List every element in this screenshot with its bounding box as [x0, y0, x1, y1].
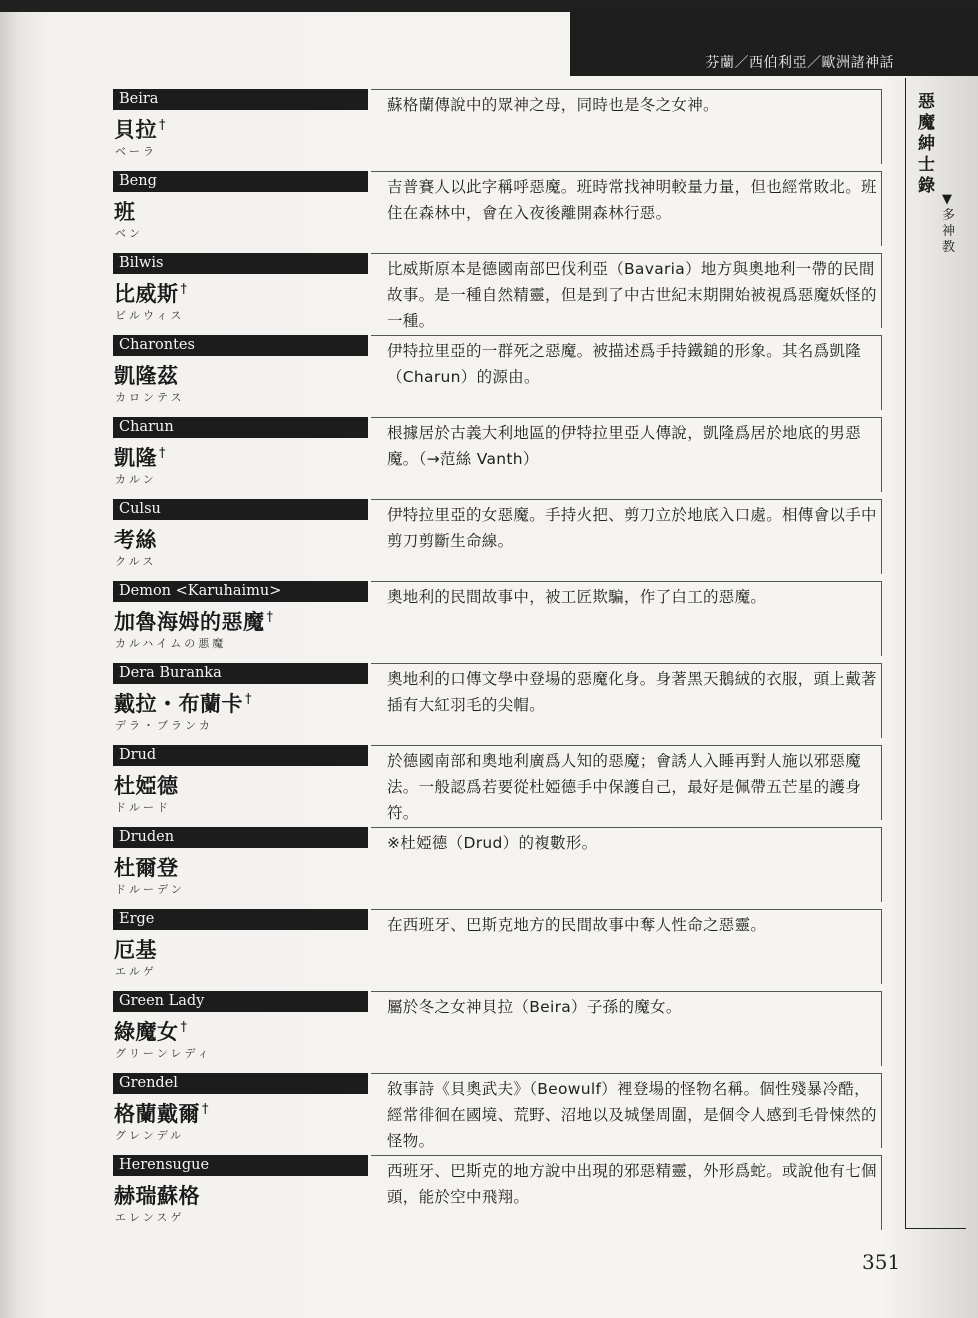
entry-katakana-reading: エレンスゲ: [115, 1211, 185, 1224]
entry-english-name: Charontes: [113, 335, 368, 356]
entry-description: 於德國南部和奧地利廣爲人知的惡魔；會誘人入睡再對人施以邪惡魔法。一般認爲若要從杜婭德手中保護自己，最好是佩帶五芒星的護身符。: [387, 752, 862, 822]
entry: [113, 417, 883, 499]
entry-description-box: [371, 909, 882, 984]
entry-chinese-name: [114, 852, 179, 882]
dagger-mark: †: [180, 1020, 188, 1035]
entry-english-name: Culsu: [113, 499, 368, 520]
entry-description: 西班牙、巴斯克的地方說中出現的邪惡精靈，外形爲蛇。或說他有七個頭，能於空中飛翔。: [387, 1162, 877, 1206]
entry-description: 奧地利的口傳文學中登場的惡魔化身。身著黑天鵝絨的衣服，頭上戴著插有大紅羽毛的尖帽。: [387, 670, 877, 714]
entry-description: ※杜婭德（Drud）的複數形。: [387, 834, 598, 852]
entry-chinese-name-text: 杜婭德: [114, 774, 179, 798]
entry-katakana-reading: グリーンレディ: [115, 1047, 212, 1060]
entry-katakana-reading: グレンデル: [115, 1129, 185, 1142]
entry-chinese-name: [114, 1016, 188, 1046]
entry-description-box: [371, 335, 882, 410]
entry-english-name: Erge: [113, 909, 368, 930]
entry-chinese-name-text: 戴拉・布蘭卡: [114, 692, 243, 716]
page-number: 351: [862, 1250, 901, 1274]
dagger-mark: †: [202, 1102, 209, 1117]
entry-katakana-reading: ビルウィス: [115, 309, 185, 322]
side-tab-subtitle: [942, 192, 958, 256]
entry-description-box: [371, 253, 882, 328]
entry-chinese-name-text: 班: [114, 200, 136, 224]
dagger-mark: †: [266, 610, 274, 625]
entry-chinese-name-text: 加魯海姆的惡魔: [114, 610, 265, 634]
entry-chinese-name-text: 考絲: [114, 528, 157, 552]
entry-description: 吉普賽人以此字稱呼惡魔。班時常找神明較量力量，但也經常敗北。班住在森林中，會在入夜後離開森林行惡。: [387, 178, 877, 222]
entry-chinese-name-text: 凱隆: [114, 446, 157, 470]
entry-chinese-name-text: 格蘭戴爾: [114, 1102, 200, 1126]
entry: [113, 1155, 883, 1237]
entry-katakana-reading: デラ・ブランカ: [115, 719, 213, 732]
side-tab-marker: ▼: [942, 192, 952, 207]
entry: [113, 335, 883, 417]
entry-english-name: Demon <Karuhaimu>: [113, 581, 368, 602]
entry: [113, 499, 883, 581]
entry-description: 在西班牙、巴斯克地方的民間故事中奪人性命之惡靈。: [387, 916, 767, 934]
entry-description-box: [371, 89, 882, 164]
entry-chinese-name: [114, 688, 252, 718]
entry-description-box: [371, 745, 882, 820]
entry-katakana-reading: カルン: [115, 473, 157, 486]
entry-chinese-name-text: 厄基: [114, 938, 157, 962]
entry-chinese-name-text: 赫瑞蘇格: [114, 1184, 200, 1208]
side-tab-title: 惡魔紳士錄: [918, 92, 935, 196]
entry-english-name: Beira: [113, 89, 368, 110]
entry-description: 蘇格蘭傳說中的眾神之母，同時也是冬之女神。: [387, 96, 719, 114]
entry-katakana-reading: ベン: [115, 227, 143, 240]
entry-description-box: [371, 663, 882, 738]
entry-description-box: [371, 417, 882, 492]
entry: [113, 89, 883, 171]
entry: [113, 253, 883, 335]
side-tab-subtitle-text: 多神教: [942, 208, 956, 255]
entry-chinese-name: [114, 1098, 209, 1128]
dagger-mark: †: [159, 446, 166, 461]
entry-description-box: [371, 171, 882, 246]
entry-chinese-name: [114, 524, 157, 554]
entry: [113, 745, 883, 827]
entry-chinese-name: [114, 770, 179, 800]
entry-chinese-name: [114, 1180, 200, 1210]
entry-description-box: [371, 1155, 882, 1230]
entry-chinese-name-text: 比威斯: [114, 282, 179, 306]
entry-chinese-name-text: 綠魔女: [114, 1020, 179, 1044]
side-tab: [905, 78, 966, 1229]
entry-description: 屬於冬之女神貝拉（Beira）子孫的魔女。: [387, 998, 682, 1016]
entry-description: 伊特拉里亞的一群死之惡魔。被描述爲手持鐵鎚的形象。其名爲凱隆（Charun）的源由。: [387, 342, 862, 386]
entry-description-box: [371, 991, 882, 1066]
entry-katakana-reading: カロンテス: [115, 391, 185, 404]
entry-chinese-name: [114, 196, 136, 226]
entry-katakana-reading: クルス: [115, 555, 157, 568]
entry: [113, 991, 883, 1073]
entry-english-name: Drud: [113, 745, 368, 766]
entry-description: 敘事詩《貝奧武夫》（Beowulf）裡登場的怪物名稱。個性殘暴冷酷，經常徘徊在國境、荒野、沼地以及城堡周圍，是個令人感到毛骨悚然的怪物。: [387, 1080, 877, 1150]
entry-chinese-name-text: 杜爾登: [114, 856, 179, 880]
entry-english-name: Green Lady: [113, 991, 368, 1012]
entry: [113, 663, 883, 745]
running-header-text: 芬蘭／西伯利亞／歐洲諸神話: [705, 55, 894, 71]
entry-description-box: [371, 499, 882, 574]
entry-english-name: Dera Buranka: [113, 663, 368, 684]
entry-english-name: Herensugue: [113, 1155, 368, 1176]
entry-description-box: [371, 581, 882, 656]
entry-description: 根據居於古義大利地區的伊特拉里亞人傳說，凱隆爲居於地底的男惡魔。（→范絲 Vanth）: [387, 424, 862, 468]
entry: [113, 171, 883, 253]
entry-chinese-name: [114, 442, 166, 472]
entry-chinese-name: [114, 606, 274, 636]
entry-english-name: Charun: [113, 417, 368, 438]
entry-english-name: Bilwis: [113, 253, 368, 274]
entry-description: 奧地利的民間故事中，被工匠欺騙，作了白工的惡魔。: [387, 588, 767, 606]
entry-english-name: Beng: [113, 171, 368, 192]
entry-chinese-name: [114, 934, 157, 964]
entry: [113, 827, 883, 909]
entry-katakana-reading: エルゲ: [115, 965, 157, 978]
entry-chinese-name-text: 貝拉: [114, 118, 157, 142]
entry-katakana-reading: ドルード: [115, 801, 171, 814]
entry-katakana-reading: ドルーデン: [115, 883, 185, 896]
entry-katakana-reading: カルハイムの悪魔: [115, 637, 227, 650]
entry: [113, 909, 883, 991]
entry-description: 比威斯原本是德國南部巴伐利亞（Bavaria）地方與奧地利一帶的民間故事。是一種自然精靈，但是到了中古世紀末期開始被視爲惡魔妖怪的一種。: [387, 260, 877, 330]
entry-chinese-name: [114, 360, 179, 390]
entry-english-name: Grendel: [113, 1073, 368, 1094]
entry-description: 伊特拉里亞的女惡魔。手持火把、剪刀立於地底入口處。相傳會以手中剪刀剪斷生命線。: [387, 506, 877, 550]
entry-description-box: [371, 1073, 882, 1148]
entry-chinese-name: [114, 114, 166, 144]
entry-katakana-reading: ベーラ: [115, 145, 157, 158]
entry-chinese-name: [114, 278, 188, 308]
entry: [113, 1073, 883, 1155]
entry-english-name: Druden: [113, 827, 368, 848]
dagger-mark: †: [245, 692, 252, 707]
entry-chinese-name-text: 凱隆茲: [114, 364, 179, 388]
entry: [113, 581, 883, 663]
dagger-mark: †: [180, 282, 188, 297]
dagger-mark: †: [159, 118, 166, 133]
entry-description-box: [371, 827, 882, 902]
